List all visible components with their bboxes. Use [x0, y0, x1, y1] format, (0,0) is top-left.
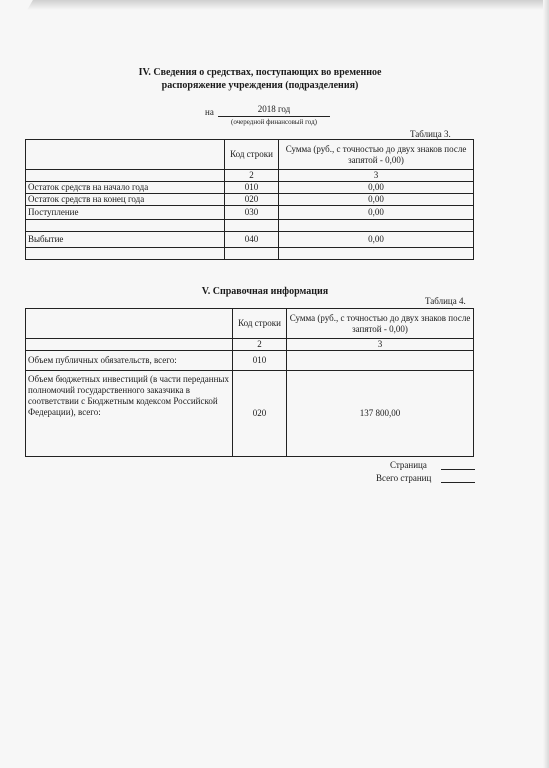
row-code: 040 [225, 232, 279, 248]
table-row [26, 182, 474, 194]
row-sum: 137 800,00 [287, 371, 474, 457]
row-name: Выбытие [26, 232, 225, 248]
page-edge-right [543, 0, 549, 768]
year-caption: (очередной финансовый год) [231, 118, 317, 126]
table3-header-sum: Сумма (руб., с точностью до двух знаков после запятой - 0,00) [279, 140, 474, 170]
row-code [225, 220, 279, 232]
row-code: 030 [225, 206, 279, 220]
table3-colnum-3: 3 [279, 170, 474, 182]
row-sum [287, 351, 474, 371]
row-name: Остаток средств на конец года [26, 194, 225, 206]
total-pages-blank [441, 472, 475, 483]
row-code: 010 [225, 182, 279, 194]
table-row [26, 220, 474, 232]
table3-header-row [26, 140, 474, 170]
table4-colnum-2: 2 [233, 339, 287, 351]
table-row [26, 194, 474, 206]
table4-header-row [26, 309, 474, 339]
page-edge-shadow [27, 0, 549, 10]
section4-title-line2: распоряжение учреждения (подразделения) [161, 80, 359, 91]
row-code: 020 [233, 371, 287, 457]
table-row [26, 232, 474, 248]
row-sum [279, 248, 474, 260]
table3-caption: Таблица 3. [410, 129, 451, 139]
total-pages-label: Всего страниц [376, 473, 432, 483]
table4-colnum-3: 3 [287, 339, 474, 351]
page-number-blank [441, 459, 475, 470]
section4-title-line1: IV. Сведения о средствах, поступающих во временное [138, 67, 382, 78]
table3-colnum-1 [26, 170, 225, 182]
table-row [26, 248, 474, 260]
section5-title: V. Справочная информация [201, 286, 329, 297]
table4-header-name [26, 309, 233, 339]
table3-colnum-2: 2 [225, 170, 279, 182]
table-row [26, 371, 474, 457]
on-label: на [205, 107, 214, 117]
table-3 [25, 139, 474, 260]
row-code [225, 248, 279, 260]
page-label: Страница [390, 460, 427, 470]
table4-colnum-1 [26, 339, 233, 351]
row-code: 010 [233, 351, 287, 371]
table4-header-code: Код строки [233, 309, 287, 339]
table4-colnum-row [26, 339, 474, 351]
section4-title [110, 66, 410, 92]
row-sum: 0,00 [279, 182, 474, 194]
row-name: Остаток средств на начало года [26, 182, 225, 194]
row-sum: 0,00 [279, 232, 474, 248]
table4-header-sum: Сумма (руб., с точностью до двух знаков после запятой - 0,00) [287, 309, 474, 339]
row-name [26, 220, 225, 232]
row-sum: 0,00 [279, 206, 474, 220]
table-4 [25, 308, 474, 457]
table3-header-code: Код строки [225, 140, 279, 170]
table4-caption: Таблица 4. [425, 296, 466, 306]
row-name: Объем бюджетных инвестиций (в части переданных полномочий государственного заказчика в соответствии с Бюджетным кодексом Российской Федерации), всего: [26, 371, 233, 457]
table-row [26, 351, 474, 371]
table-row [26, 206, 474, 220]
row-sum [279, 220, 474, 232]
table3-header-name [26, 140, 225, 170]
row-name [26, 248, 225, 260]
row-code: 020 [225, 194, 279, 206]
row-name: Объем публичных обязательств, всего: [26, 351, 233, 371]
table3-colnum-row [26, 170, 474, 182]
row-sum: 0,00 [279, 194, 474, 206]
row-name: Поступление [26, 206, 225, 220]
year-value: 2018 год [218, 104, 330, 117]
